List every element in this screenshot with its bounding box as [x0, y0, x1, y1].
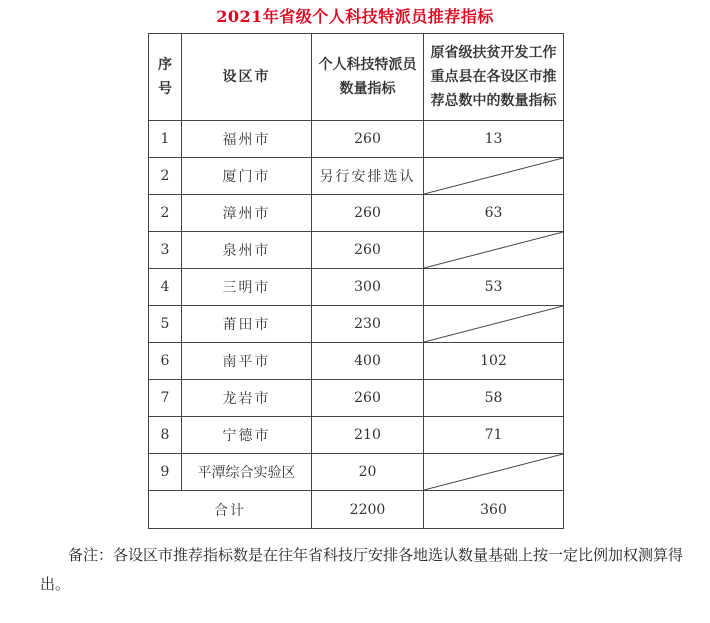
cell-city: 龙岩市 [182, 380, 312, 417]
header-no [149, 34, 182, 121]
cell-quota: 260 [312, 195, 424, 232]
table-row [149, 454, 564, 491]
cell-no: 2 [149, 195, 182, 232]
cell-quota: 260 [312, 380, 424, 417]
cell-quota: 20 [312, 454, 424, 491]
table-row [149, 158, 564, 195]
cell-city: 南平市 [182, 343, 312, 380]
header-poor-line2: 重点县在各设区市推 [430, 69, 557, 85]
header-quota-line2: 数量指标 [339, 81, 396, 97]
table-row [149, 343, 564, 380]
cell-poor-empty [424, 306, 564, 343]
cell-poor: 13 [424, 121, 564, 158]
cell-poor: 71 [424, 417, 564, 454]
table-row [149, 380, 564, 417]
table-row [149, 195, 564, 232]
cell-no: 8 [149, 417, 182, 454]
cell-no: 4 [149, 269, 182, 306]
cell-city: 泉州市 [182, 232, 312, 269]
header-poor-line3: 荐总数中的数量指标 [430, 93, 557, 109]
cell-quota: 230 [312, 306, 424, 343]
cell-poor: 102 [424, 343, 564, 380]
cell-city: 漳州市 [182, 195, 312, 232]
header-city: 设区市 [182, 34, 312, 121]
header-poor [424, 34, 564, 121]
cell-city: 福州市 [182, 121, 312, 158]
table-row [149, 417, 564, 454]
cell-quota: 260 [312, 121, 424, 158]
header-quota [312, 34, 424, 121]
header-no-line2: 号 [158, 81, 172, 97]
cell-poor: 63 [424, 195, 564, 232]
header-poor-line1: 原省级扶贫开发工作 [430, 45, 557, 61]
diagonal-slash-icon [424, 232, 563, 268]
cell-city: 莆田市 [182, 306, 312, 343]
cell-no: 7 [149, 380, 182, 417]
cell-quota: 另行安排选认 [312, 158, 424, 195]
total-poor: 360 [424, 491, 564, 529]
cell-no: 9 [149, 454, 182, 491]
cell-poor-empty [424, 158, 564, 195]
quota-table [148, 33, 564, 529]
cell-poor: 58 [424, 380, 564, 417]
header-quota-line1: 个人科技特派员 [318, 57, 417, 73]
cell-poor-empty [424, 454, 564, 491]
cell-city: 三明市 [182, 269, 312, 306]
table-row [149, 121, 564, 158]
cell-city: 平潭综合实验区 [182, 454, 312, 491]
cell-no: 3 [149, 232, 182, 269]
cell-quota: 400 [312, 343, 424, 380]
cell-quota: 260 [312, 232, 424, 269]
cell-poor-empty [424, 232, 564, 269]
cell-no: 6 [149, 343, 182, 380]
table-row [149, 269, 564, 306]
table-row [149, 232, 564, 269]
cell-poor: 53 [424, 269, 564, 306]
cell-no: 5 [149, 306, 182, 343]
cell-quota: 300 [312, 269, 424, 306]
total-quota: 2200 [312, 491, 424, 529]
table-total-row [149, 491, 564, 529]
footnote: 备注：各设区市推荐指标数是在往年省科技厅安排各地选认数量基础上按一定比例加权测算得出。 [40, 546, 684, 593]
cell-city: 厦门市 [182, 158, 312, 195]
diagonal-slash-icon [424, 306, 563, 342]
header-no-line1: 序 [158, 57, 172, 73]
total-label: 合计 [149, 491, 312, 529]
cell-no: 1 [149, 121, 182, 158]
table-row [149, 306, 564, 343]
cell-city: 宁德市 [182, 417, 312, 454]
table-header-row [149, 34, 564, 121]
diagonal-slash-icon [424, 158, 563, 194]
page-title: 2021年省级个人科技特派员推荐指标 [216, 7, 494, 26]
cell-no: 2 [149, 158, 182, 195]
diagonal-slash-icon [424, 454, 563, 490]
cell-quota: 210 [312, 417, 424, 454]
